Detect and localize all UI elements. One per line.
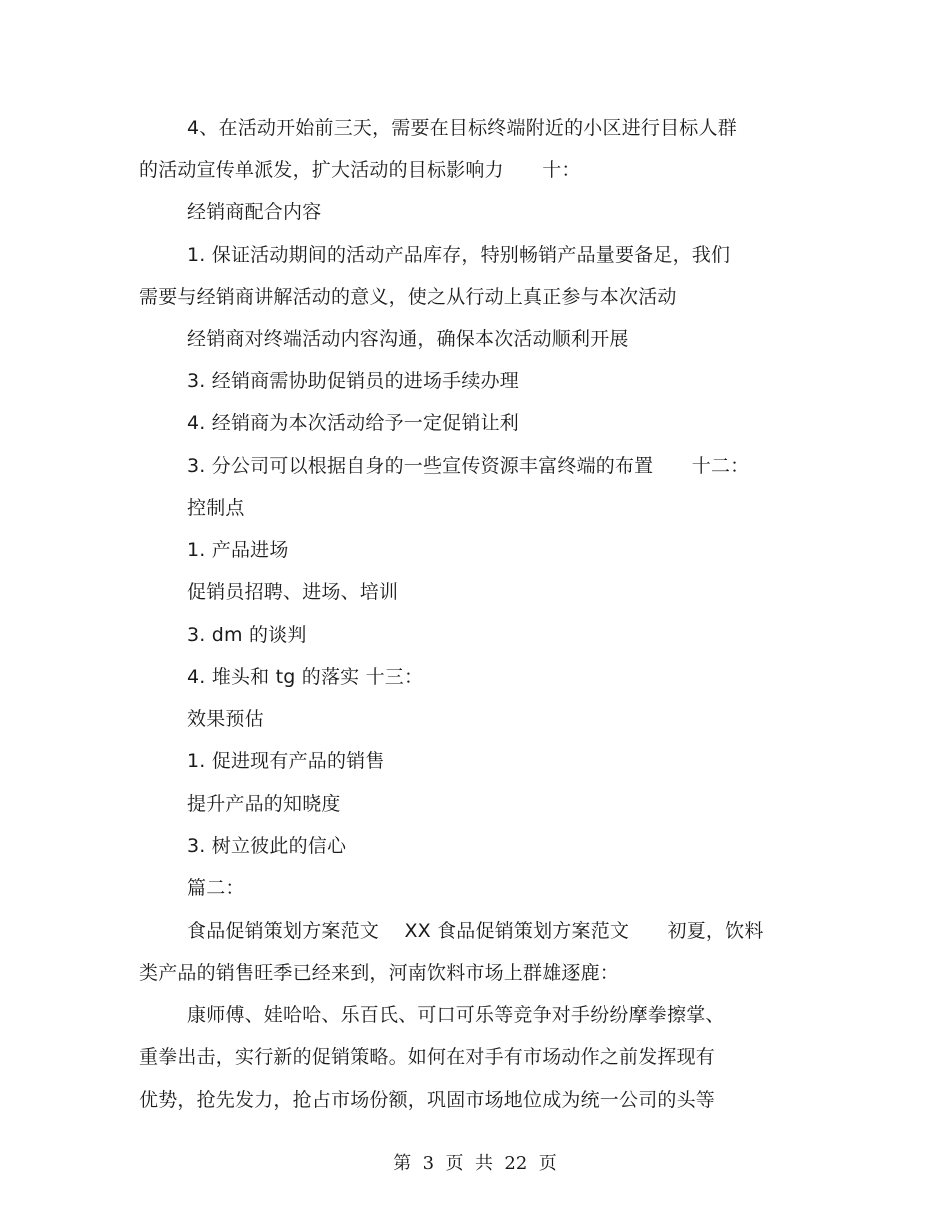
text-line: 需要与经销商讲解活动的意义，使之从行动上真正参与本次活动 xyxy=(139,286,677,308)
text-line: 3. 分公司可以根据自身的一些宣传资源丰富终端的布置 十二： xyxy=(187,455,750,477)
text-line: 食品促销策划方案范文 XX 食品促销策划方案范文 初夏，饮料 xyxy=(187,920,764,942)
text-line: 类产品的销售旺季已经来到，河南饮料市场上群雄逐鹿： xyxy=(139,962,620,984)
text-line: 篇二： xyxy=(187,877,245,899)
text-line: 促销员招聘、进场、培训 xyxy=(187,581,399,603)
text-line: 3. 经销商需协助促销员的进场手续办理 xyxy=(187,370,519,392)
text-line: 4、在活动开始前三天，需要在目标终端附近的小区进行目标人群 xyxy=(187,117,737,139)
text-line: 4. 堆头和 tg 的落实 十三： xyxy=(187,666,424,688)
text-line: 1. 促进现有产品的销售 xyxy=(187,750,385,772)
text-line: 3. 树立彼此的信心 xyxy=(187,835,347,857)
text-line: 康师傅、娃哈哈、乐百氏、可口可乐等竞争对手纷纷摩拳擦掌、 xyxy=(187,1004,725,1026)
text-line: 的活动宣传单派发，扩大活动的目标影响力 十： xyxy=(139,159,581,181)
text-line: 1. 保证活动期间的活动产品库存，特别畅销产品量要备足，我们 xyxy=(187,244,731,266)
text-line: 重拳出击，实行新的促销策略。如何在对手有市场动作之前发挥现有 xyxy=(139,1046,716,1068)
text-line: 提升产品的知晓度 xyxy=(187,793,341,815)
text-line: 4. 经销商为本次活动给予一定促销让利 xyxy=(187,412,519,434)
text-line: 3. dm 的谈判 xyxy=(187,624,307,646)
text-line: 控制点 xyxy=(187,497,245,519)
text-line: 经销商配合内容 xyxy=(187,201,322,223)
text-line: 经销商对终端活动内容沟通，确保本次活动顺利开展 xyxy=(187,328,629,350)
text-line: 优势，抢先发力，抢占市场份额，巩固市场地位成为统一公司的头等 xyxy=(139,1089,716,1111)
page-number-footer: 第 3 页 共 22 页 xyxy=(393,1153,557,1174)
text-line: 效果预估 xyxy=(187,708,264,730)
text-line: 1. 产品进场 xyxy=(187,539,289,561)
